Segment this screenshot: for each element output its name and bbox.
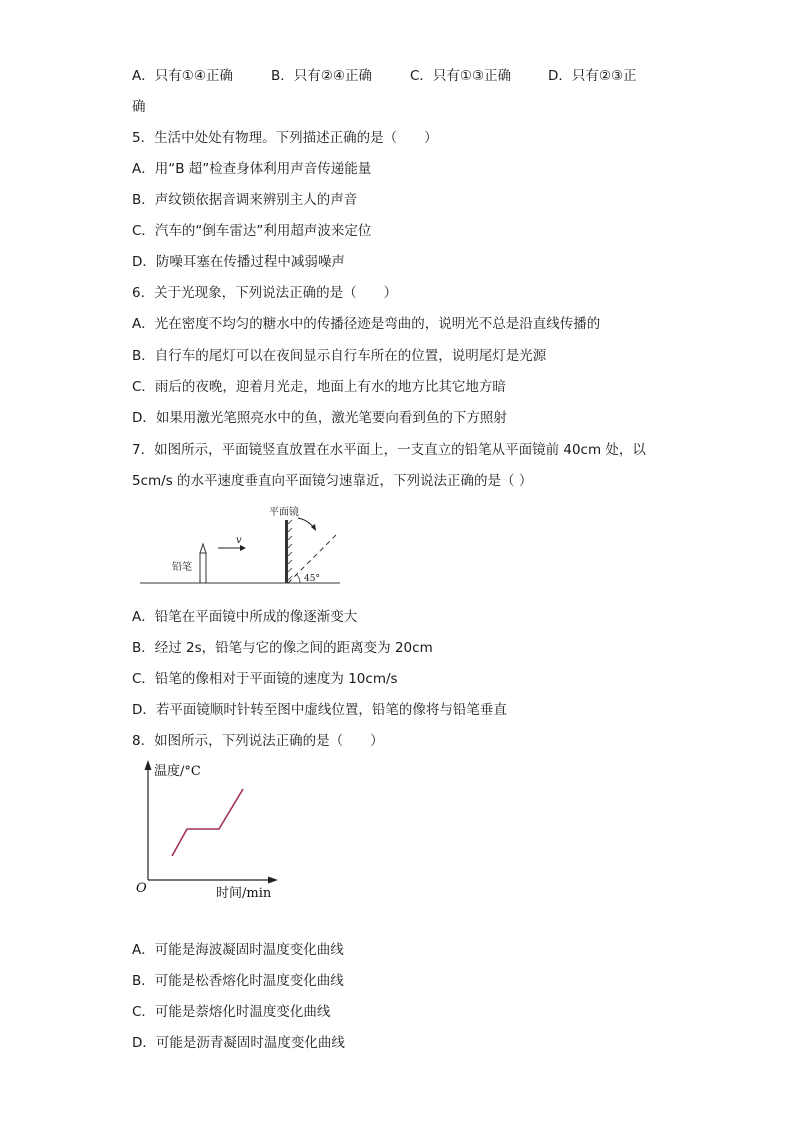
q8-option-d: D．可能是沥青凝固时温度变化曲线 <box>132 1035 345 1051</box>
q7-option-d: D．若平面镜顺时针转至图中虚线位置，铅笔的像将与铅笔垂直 <box>132 702 507 718</box>
temperature-curve <box>172 789 243 856</box>
q5-option-b: B．声纹锁依据音调来辨别主人的声音 <box>132 192 358 208</box>
plane-mirror <box>285 520 292 583</box>
q8-stem: 8．如图所示，下列说法正确的是（ ） <box>132 733 384 749</box>
q6-stem: 6．关于光现象，下列说法正确的是（ ） <box>132 285 398 301</box>
mirror-label: 平面镜 <box>269 507 299 518</box>
angle-arc <box>296 574 300 583</box>
q5-stem: 5．生活中处处有物理。下列描述正确的是（ ） <box>132 130 438 146</box>
q8-option-a: A．可能是海波凝固时温度变化曲线 <box>132 942 344 958</box>
q7-option-b: B．经过 2s，铅笔与它的像之间的距离变为 20cm <box>132 640 433 656</box>
q6-option-a: A．光在密度不均匀的糖水中的传播径迹是弯曲的，说明光不总是沿直线传播的 <box>132 316 601 332</box>
y-axis-arrow-icon <box>145 760 152 770</box>
origin-label: O <box>136 881 147 896</box>
q7-option-a: A．铅笔在平面镜中所成的像逐渐变大 <box>132 609 358 625</box>
q4-option-b: B．只有②④正确 <box>271 68 372 84</box>
q4-option-a: A．只有①④正确 <box>132 68 233 84</box>
mirror-pencil-figure <box>130 502 350 594</box>
velocity-arrow-icon <box>218 545 246 551</box>
q6-option-c: C．雨后的夜晚，迎着月光走，地面上有水的地方比其它地方暗 <box>132 379 506 395</box>
temperature-time-graph <box>130 756 290 904</box>
q5-option-d: D．防噪耳塞在传播过程中减弱噪声 <box>132 254 345 270</box>
q8-option-b: B．可能是松香熔化时温度变化曲线 <box>132 973 344 989</box>
q7-stem-line2: 5cm/s 的水平速度垂直向平面镜匀速靠近，下列说法正确的是（ ） <box>132 473 533 489</box>
q4-option-wrap: 确 <box>132 99 146 115</box>
q6-option-b: B．自行车的尾灯可以在夜间显示自行车所在的位置，说明尾灯是光源 <box>132 348 547 364</box>
q6-option-d: D．如果用激光笔照亮水中的鱼，激光笔要向看到鱼的下方照射 <box>132 410 507 426</box>
angle-label: 45° <box>304 574 320 584</box>
rotation-arrow-icon <box>298 518 314 528</box>
pencil-label: 铅笔 <box>172 562 192 573</box>
q7-stem-line1: 7．如图所示，平面镜竖直放置在水平面上，一支直立的铅笔从平面镜前 40cm 处，以 <box>132 442 646 458</box>
q5-option-c: C．汽车的“倒车雷达”利用超声波来定位 <box>132 223 372 239</box>
velocity-label: v <box>236 535 242 546</box>
q7-option-c: C．铅笔的像相对于平面镜的速度为 10cm/s <box>132 671 398 687</box>
q4-option-c: C．只有①③正确 <box>410 68 512 84</box>
x-axis-label: 时间/min <box>216 886 272 901</box>
x-axis-arrow-icon <box>268 877 278 884</box>
pencil-icon <box>200 544 206 583</box>
y-axis-label: 温度/°C <box>154 764 201 779</box>
q4-option-d: D．只有②③正 <box>548 68 637 84</box>
q5-option-a: A．用“B 超”检查身体利用声音传递能量 <box>132 161 372 177</box>
q8-option-c: C．可能是萘熔化时温度变化曲线 <box>132 1004 331 1020</box>
